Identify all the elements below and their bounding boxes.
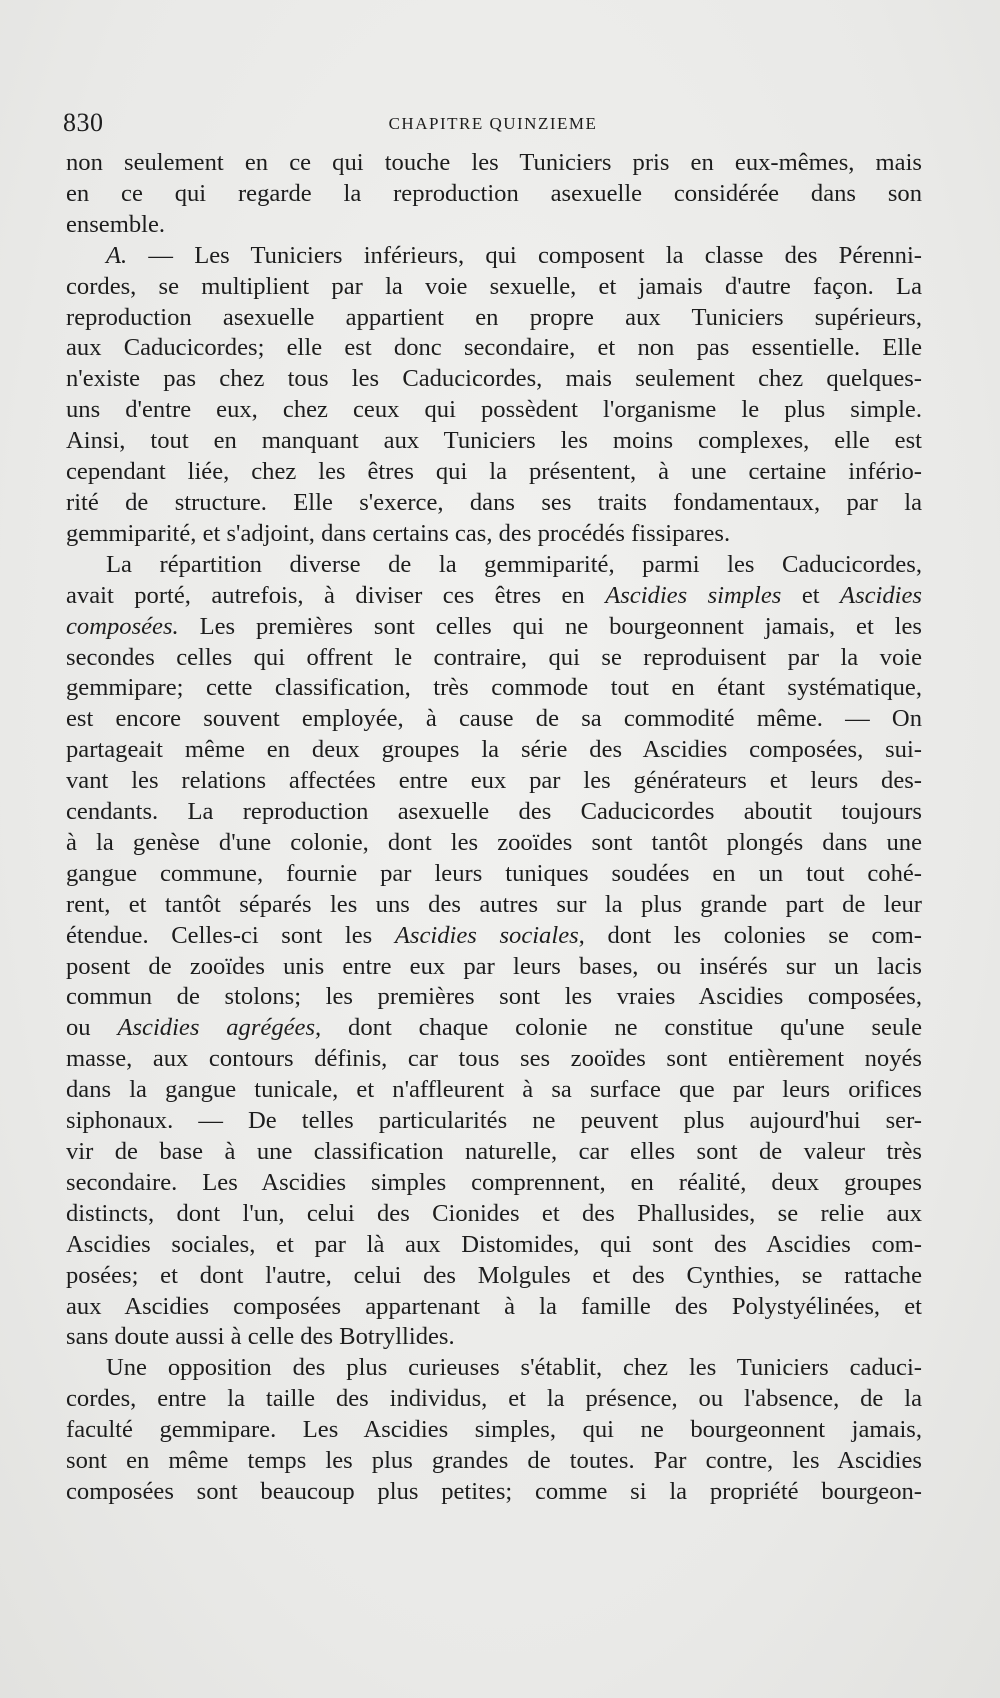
body-text (66, 148, 922, 1508)
text-line: Ascidies sociales, et par là aux Distomides, qui sont des Ascidies com- (66, 1230, 922, 1258)
text-line: siphonaux. — De telles particularités ne peuvent plus aujourd'hui ser- (66, 1107, 922, 1135)
text-line: aux Ascidies composées appartenant à la famille des Polystyélinées, et (66, 1292, 922, 1320)
text-line: composées sont beaucoup plus petites; comme si la propriété bourgeon- (66, 1477, 922, 1505)
text-line: non seulement en ce qui touche les Tuniciers pris en eux-mêmes, mais (66, 149, 922, 176)
text-line: gemmiparité, et s'adjoint, dans certains cas, des procédés fissipares. (66, 519, 731, 547)
text-line: faculté gemmipare. Les Ascidies simples, qui ne bourgeonnent jamais, (66, 1416, 922, 1444)
text-line: Ainsi, tout en manquant aux Tuniciers les moins complexes, elle est (66, 427, 922, 455)
text-line: sans doute aussi à celle des Botryllides. (66, 1323, 455, 1351)
text-line: partageait même en deux groupes la série des Ascidies composées, sui- (66, 736, 922, 764)
text-line: aux Caducicordes; elle est donc secondaire, et non pas essentielle. Elle (66, 334, 922, 362)
text-line: reproduction asexuelle appartient en propre aux Tuniciers supérieurs, (66, 303, 922, 331)
page-header (63, 108, 923, 138)
text-line: avait porté, autrefois, à diviser ces êtres en Ascidies simples et Ascidies (66, 581, 923, 609)
running-head: CHAPITRE QUINZIEME (388, 114, 598, 133)
text-line: posées; et dont l'autre, celui des Molgules et des Cynthies, se rattache (66, 1261, 922, 1289)
text-line: vir de base à une classification naturelle, car elles sont de valeur très (66, 1138, 922, 1165)
text-line: posent de zooïdes unis entre eux par leurs bases, ou insérés sur un lacis (66, 952, 922, 980)
text-line: vant les relations affectées entre eux par les générateurs et leurs des- (66, 767, 922, 795)
text-line: rent, et tantôt séparés les uns des autres sur la plus grande part de leur (66, 890, 922, 918)
text-line: dans la gangue tunicale, et n'affleurent à sa surface que par leurs orifices (66, 1076, 922, 1104)
text-line: cordes, entre la taille des individus, et la présence, ou l'absence, de la (66, 1385, 922, 1413)
text-line: A. — Les Tuniciers inférieurs, qui composent la classe des Pérenni- (106, 241, 922, 269)
text-line: masse, aux contours définis, car tous ses zooïdes sont entièrement noyés (66, 1045, 922, 1073)
text-line: cependant liée, chez les êtres qui la présentent, à une certaine infério- (66, 458, 922, 486)
text-line: sont en même temps les plus grandes de toutes. Par contre, les Ascidies (66, 1447, 922, 1475)
text-line: distincts, dont l'un, celui des Cionides et des Phallusides, se relie aux (66, 1199, 922, 1227)
text-line: La répartition diverse de la gemmiparité, parmi les Caducicordes, (106, 550, 922, 578)
text-line: rité de structure. Elle s'exerce, dans ses traits fondamentaux, par la (66, 488, 922, 516)
text-line: uns d'entre eux, chez ceux qui possèdent l'organisme le plus simple. (66, 396, 922, 424)
text-line: cordes, se multiplient par la voie sexuelle, et jamais d'autre façon. La (66, 272, 922, 300)
text-line: gangue commune, fournie par leurs tuniques soudées en un tout cohé- (66, 859, 922, 887)
text-line: n'existe pas chez tous les Caducicordes, mais seulement chez quelques- (66, 365, 922, 393)
page-number: 830 (63, 108, 104, 137)
text-line: étendue. Celles-ci sont les Ascidies sociales, dont les colonies se com- (66, 921, 922, 949)
text-line: cendants. La reproduction asexuelle des Caducicordes aboutit toujours (66, 798, 922, 826)
text-line: secondaire. Les Ascidies simples comprennent, en réalité, deux groupes (66, 1168, 922, 1196)
text-line: commun de stolons; les premières sont les vraies Ascidies composées, (66, 983, 922, 1011)
text-line: ou Ascidies agrégées, dont chaque colonie ne constitue qu'une seule (66, 1014, 922, 1042)
text-line: ensemble. (66, 210, 166, 238)
text-line: à la genèse d'une colonie, dont les zooïdes sont tantôt plongés dans une (66, 828, 922, 856)
text-line: composées. Les premières sont celles qui ne bourgeonnent jamais, et les (66, 612, 922, 640)
text-line: en ce qui regarde la reproduction asexuelle considérée dans son (66, 179, 922, 207)
text-line: Une opposition des plus curieuses s'établit, chez les Tuniciers caduci- (106, 1354, 922, 1382)
text-line: gemmipare; cette classification, très commode tout en étant systématique, (66, 674, 922, 702)
text-line: secondes celles qui offrent le contraire, qui se reproduisent par la voie (66, 643, 922, 671)
text-line: est encore souvent employée, à cause de sa commodité même. — On (66, 705, 922, 733)
